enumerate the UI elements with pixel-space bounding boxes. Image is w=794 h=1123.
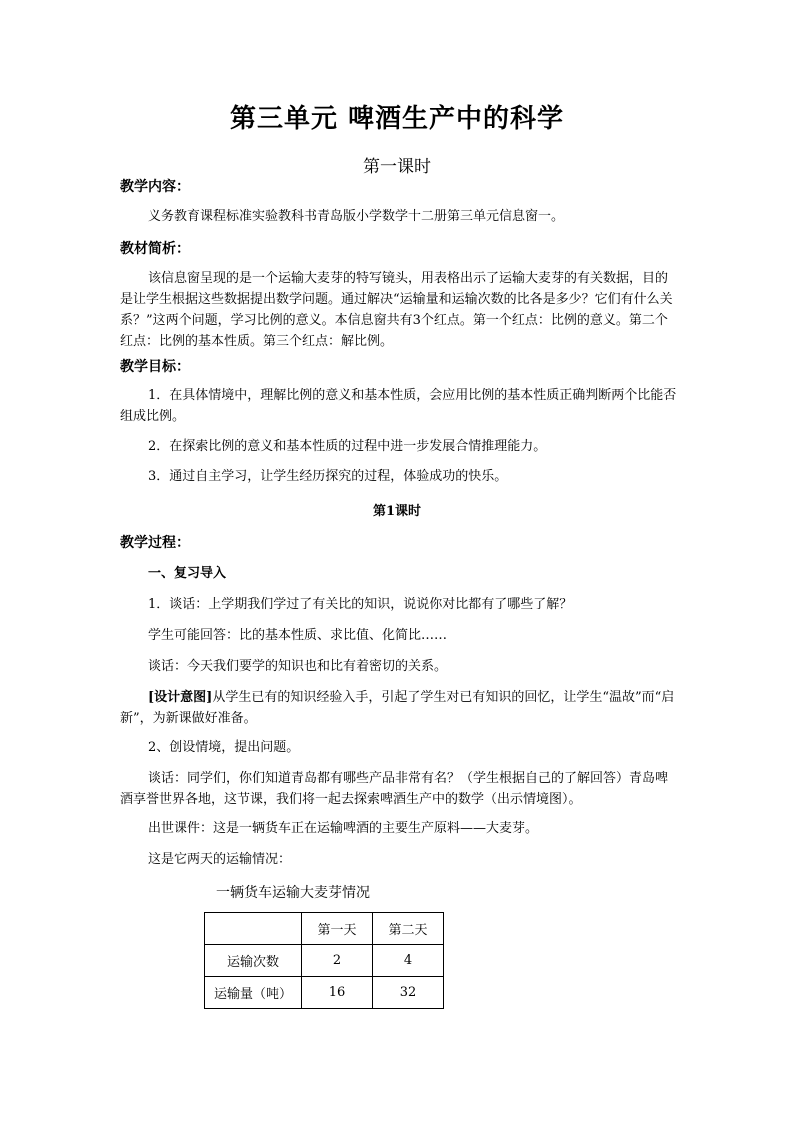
table-cell: 4	[373, 945, 444, 977]
process-p7: 这是它两天的运输情况：	[148, 852, 292, 867]
content-heading: 教学内容：	[120, 179, 190, 195]
process-p6: 出世课件：这是一辆货车正在运输啤酒的主要生产原料——大麦芽。	[148, 821, 539, 836]
table-header-cell: 第一天	[302, 913, 373, 945]
table-row	[205, 977, 444, 1009]
process-heading: 教学过程：	[120, 535, 190, 551]
table-cell: 2	[302, 945, 373, 977]
table-cell: 16	[302, 977, 373, 1009]
goal-item-3: 3．通过自主学习，让学生经历探究的过程，体验成功的快乐。	[148, 469, 508, 484]
table-header-row	[205, 913, 444, 945]
analysis-heading: 教材简析：	[120, 241, 190, 257]
process-p2: 学生可能回答：比的基本性质、求比值、化简比……	[148, 628, 448, 643]
process-p5: 谈话：同学们，你们知道青岛都有哪些产品非常有名？（学生根据自己的了解回答）青岛啤酒享誉世界各地，这节课，我们将一起去探索啤酒生产中的数学（出示情境图）。	[120, 771, 669, 807]
table-header-cell	[205, 913, 302, 945]
lesson-label: 第1课时	[372, 504, 422, 519]
document-title: 第三单元 啤酒生产中的科学	[229, 104, 565, 134]
document-subtitle: 第一课时	[363, 157, 431, 177]
goals-heading: 教学目标：	[120, 359, 190, 375]
table-header-cell: 第二天	[373, 913, 444, 945]
design-intent-label: [设计意图]	[148, 690, 213, 705]
section-review-intro: 一、复习导入	[148, 566, 227, 581]
process-p3: 谈话：今天我们要学的知识也和比有着密切的关系。	[148, 659, 448, 674]
process-p1: 1．谈话：上学期我们学过了有关比的知识，说说你对比都有了哪些了解？	[148, 597, 573, 612]
table-cell: 32	[373, 977, 444, 1009]
process-p4: 2、创设情境，提出问题。	[148, 740, 300, 755]
analysis-text: 该信息窗呈现的是一个运输大麦芽的特写镜头，用表格出示了运输大麦芽的有关数据，目的是让学生根据这些数据提出数学问题。通过解决“运输量和运输次数的比各是多少？它们有什么关系？”这两个问题，学习比例的意义。本信息窗共有3个红点。第一个红点：比例的意义。第二个红点：比例的基本性质。第三个红点：解比例。	[120, 271, 673, 349]
goal-item-2: 2．在探索比例的意义和基本性质的过程中进一步发展合情推理能力。	[148, 439, 547, 454]
content-text: 义务教育课程标准实验教科书青岛版小学数学十二册第三单元信息窗一。	[148, 209, 565, 224]
table-row	[205, 945, 444, 977]
design-intent-text: 从学生已有的知识经验入手，引起了学生对已有知识的回忆，让学生“温故”而“启新”，为新课做好准备。	[120, 690, 675, 726]
transport-table	[204, 912, 444, 1009]
table-cell: 运输量（吨）	[205, 977, 302, 1009]
table-caption: 一辆货车运输大麦芽情况	[216, 885, 370, 901]
design-intent	[120, 687, 680, 729]
goal-item-1: 1．在具体情境中，理解比例的意义和基本性质，会应用比例的基本性质正确判断两个比能否组成比例。	[120, 388, 677, 424]
table-cell: 运输次数	[205, 945, 302, 977]
